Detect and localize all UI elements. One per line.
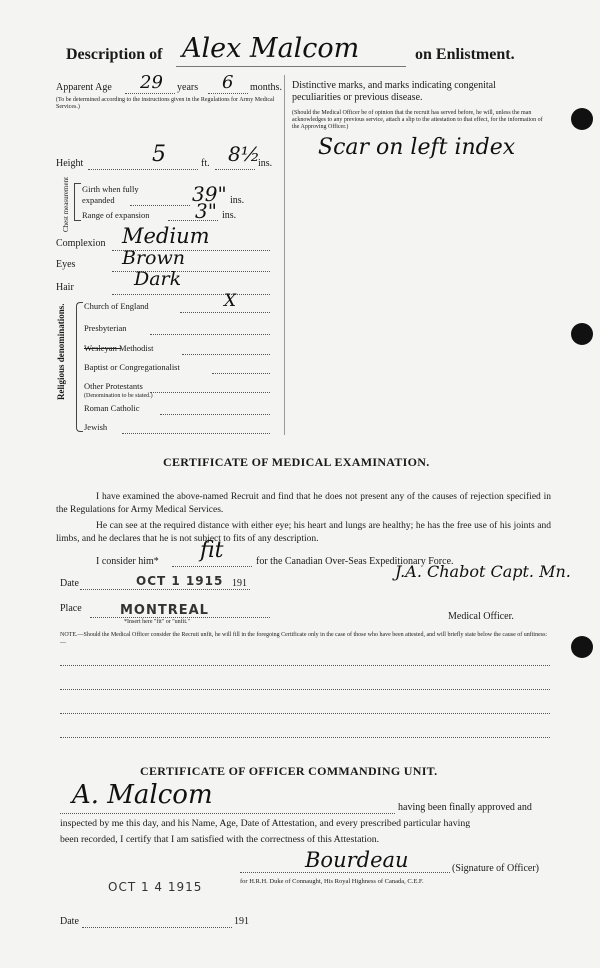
girth-ins-label: ins. [230,195,245,206]
punch-hole-middle [571,323,593,345]
medical-signature: J.A. Chabot Capt. Mn. [395,562,571,581]
medical-para2 [56,520,551,546]
hair-value: Dark [134,268,182,290]
religion-church-of-england: Church of England [84,301,149,311]
consider-value: fit [200,538,224,563]
marks-note [292,110,550,131]
religion-other-protestants: Other Protestants [84,381,143,391]
consider-label: I consider him* [96,556,159,567]
religion-bracket [76,302,83,432]
age-months-value: 6 [222,72,234,93]
religion-baptist: Baptist or Congregationalist [84,362,180,372]
commanding-year-label: 191 [234,916,249,927]
eyes-value: Brown [122,247,185,269]
commanding-line2: inspected by me this day, and his Name, Age, Date of Attestation, and every prescribed particular having [60,818,471,829]
age-note-text: (To be determined according to the instructions given in the Regulations for Army Medical Services.) [56,97,275,110]
header-on-enlistment: on Enlistment. [415,46,515,63]
years-label: years [177,82,199,93]
age-note [56,97,296,111]
marks-label [292,80,547,104]
wesleyan-strike [84,348,121,349]
medical-para1-text: I have examined the above-named Recruit and find that he does not present any of the causes of rejection specified in the Regulations for Army Medical Services. [56,492,551,515]
medical-note-text: NOTE.—Should the Medical Officer consider the Recruit unfit, he will fill in the foregoing Certificate only in the case of those who have been attested, and will briefly state below the cause of unfitness:— [60,632,548,646]
medical-year-label: 191 [232,578,247,589]
girth-label [82,184,172,206]
medical-para1 [56,491,551,517]
marks-label-text: Distinctive marks, and marks indicating congenital peculiarities or previous disease. [292,80,496,103]
marks-note-text: (Should the Medical Officer be of opinion that the recruit has served before, he will, unless the man acknowledges to any previous service, attach a slip to the attestation to that effect, for the information of the Approving Officer.) [292,110,543,130]
girth-value: 39" [192,182,227,206]
medical-para2-text: He can see at the required distance with either eye; his heart and lungs are healthy; he has the free use of his joints and limbs, and he declares that he is not subject to fits of any description. [56,521,551,544]
commanding-title: CERTIFICATE OF OFFICER COMMANDING UNIT. [140,764,438,778]
age-years-value: 29 [140,72,163,93]
punch-hole-bottom [571,636,593,658]
signature-of-officer-label: (Signature of Officer) [452,863,540,874]
religion-side-label: Religious denominations. [56,303,66,400]
height-in-value: 8½ [228,142,261,166]
apparent-age-label: Apparent Age [56,82,112,93]
header-name-handwritten: Alex Malcom [182,33,360,64]
ft-label: ft. [201,158,210,169]
medical-title: CERTIFICATE OF MEDICAL EXAMINATION. [163,455,430,469]
medical-note [60,631,548,647]
range-ins-label: ins. [222,210,237,221]
religion-mark: X [224,291,237,311]
commanding-line1-tail: having been finally approved and [398,802,532,813]
commanding-signature: Bourdeau [305,848,409,872]
range-value: 3" [195,199,217,223]
medical-date-label: Date [60,578,79,589]
religion-jewish: Jewish [84,422,108,432]
range-label: Range of expansion [82,210,150,220]
place-stamp: MONTREAL [120,603,209,618]
commanding-line3: been recorded, I certify that I am satisfied with the correctness of this Attestation. [60,834,380,845]
medical-date-stamp: OCT 1 1915 [136,574,224,588]
marks-value: Scar on left index [318,135,516,160]
commanding-name-value: A. Malcom [72,780,213,810]
commanding-date-label: Date [60,916,79,927]
months-label: months. [250,82,282,93]
commanding-unit-line: for H.R.H. Duke of Connaught, His Royal Highness of Canada, C.E.F. [240,878,424,885]
religion-denomination-note: (Denomination to be stated.) [84,393,153,399]
height-label: Height [56,158,84,169]
fit-note: *Insert here "fit" or "unfit." [124,619,190,625]
religion-roman-catholic: Roman Catholic [84,403,140,413]
eyes-label: Eyes [56,259,76,270]
header-description-label: Description of [66,46,163,63]
hair-label: Hair [56,282,74,293]
religion-presbyterian: Presbyterian [84,323,127,333]
complexion-value: Medium [122,224,210,248]
complexion-label: Complexion [56,238,106,249]
place-label: Place [60,603,82,614]
column-divider [284,75,285,435]
punch-hole-top [571,108,593,130]
chest-side-label: Chest measurement [62,176,70,232]
medical-officer-label: Medical Officer. [448,611,514,622]
religion-wesleyan: Wesleyan Methodist [84,343,154,353]
girth-label-text: Girth when fully expanded [82,184,139,205]
chest-bracket [74,183,81,221]
commanding-date-stamp: OCT 1 4 1915 [108,880,203,894]
height-ft-value: 5 [152,142,166,167]
for-label: for the Canadian Over-Seas Expeditionary Force. [256,556,454,567]
ins-label: ins. [258,158,273,169]
